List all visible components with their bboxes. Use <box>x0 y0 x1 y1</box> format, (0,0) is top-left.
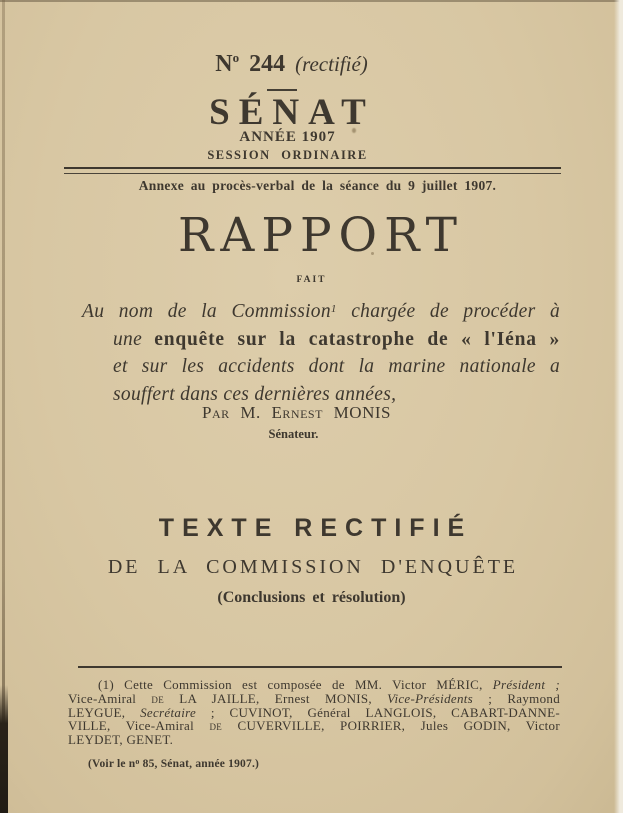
footnote-line-2 <box>68 692 560 706</box>
citation-line-3: et sur les accidents dont la marine nationale a <box>113 356 560 377</box>
footnote-particle: de <box>209 718 223 734</box>
scan-corner-shadow <box>0 685 8 813</box>
session-line: SESSION ORDINAIRE <box>207 148 368 162</box>
author-firstname: Ernest <box>271 403 323 422</box>
footnote-role: Vice-Présidents <box>387 690 474 706</box>
footnote-line-5: LEYDET, GENET. <box>68 732 174 748</box>
footnote-role: Président ; <box>492 677 560 692</box>
voir-ordinal: o <box>135 757 140 766</box>
institution-title: SÉNAT <box>209 92 375 133</box>
scan-edge-top <box>0 0 623 2</box>
footnote-text: ; CUVINOT, Général LANGLOIS, CABART-DANNE- <box>196 704 560 720</box>
footnote-text: LA JAILLE, Ernest MONIS, <box>164 690 388 706</box>
year-line: ANNÉE 1907 <box>239 129 336 145</box>
author-role: Sénateur. <box>268 427 319 441</box>
rectified-subtitle: DE LA COMMISSION D'ENQUÊTE <box>107 556 519 578</box>
author-lastname: MONIS <box>322 403 391 422</box>
citation-text: Au nom de la Commission <box>82 301 331 322</box>
doc-number-value: 244 <box>239 51 296 77</box>
author-par: Par <box>202 403 230 422</box>
citation-line-1 <box>82 296 560 326</box>
footnote <box>68 678 560 747</box>
footnote-text: CUVERVILLE, POIRRIER, Jules GODIN, Victor <box>222 718 560 734</box>
scan-edge-right <box>614 0 623 813</box>
footnote-particle: de <box>151 690 165 706</box>
footnote-role: Secrétaire <box>140 704 197 720</box>
rectified-title: TEXTE RECTIFIÉ <box>158 514 473 542</box>
citation-text: chargée de procéder à <box>336 301 560 322</box>
footnote-rule <box>78 666 562 668</box>
doc-number-prefix: N <box>215 51 233 77</box>
voir-note <box>88 757 259 770</box>
citation-line-2 <box>113 326 560 354</box>
footnote-line-3 <box>68 706 560 720</box>
footnote-text: LEYGUE, <box>68 704 141 720</box>
footnote-line-4 <box>68 719 560 733</box>
doc-number <box>0 51 603 77</box>
report-title: RAPPORT <box>177 208 465 263</box>
footnote-line-1 <box>68 678 560 692</box>
rectified-conclusions: (Conclusions et résolution) <box>217 589 406 606</box>
voir-text: 85, Sénat, année 1907.) <box>139 758 260 770</box>
doc-number-note: (rectifié) <box>295 52 368 76</box>
fait-label: FAIT <box>296 275 327 285</box>
footnote-reference-mark: 1 <box>330 303 337 315</box>
footnote-text: ; Raymond <box>473 690 560 706</box>
citation-text: une <box>113 328 155 350</box>
citation-line-4: souffert dans ces dernières années, <box>113 383 397 405</box>
header-double-rule <box>64 167 561 174</box>
annex-line: Annexe au procès-verbal de la séance du 9 juillet 1907. <box>138 178 497 193</box>
voir-text: (Voir le n <box>88 758 136 770</box>
doc-number-ordinal: o <box>232 50 240 65</box>
citation-paragraph <box>82 296 561 408</box>
author-line <box>0 404 608 422</box>
footnote-text: (1) Cette Commission est composée de MM. Victor MÉRIC, <box>98 677 493 692</box>
author-m: M. <box>229 403 272 422</box>
footnote-text: VILLE, Vice-Amiral <box>68 718 210 734</box>
footnote-text: Vice-Amiral <box>68 690 152 706</box>
citation-emphasis: enquête sur la catastrophe de « l'Iéna » <box>154 328 561 350</box>
doc-number-rule <box>267 89 297 91</box>
